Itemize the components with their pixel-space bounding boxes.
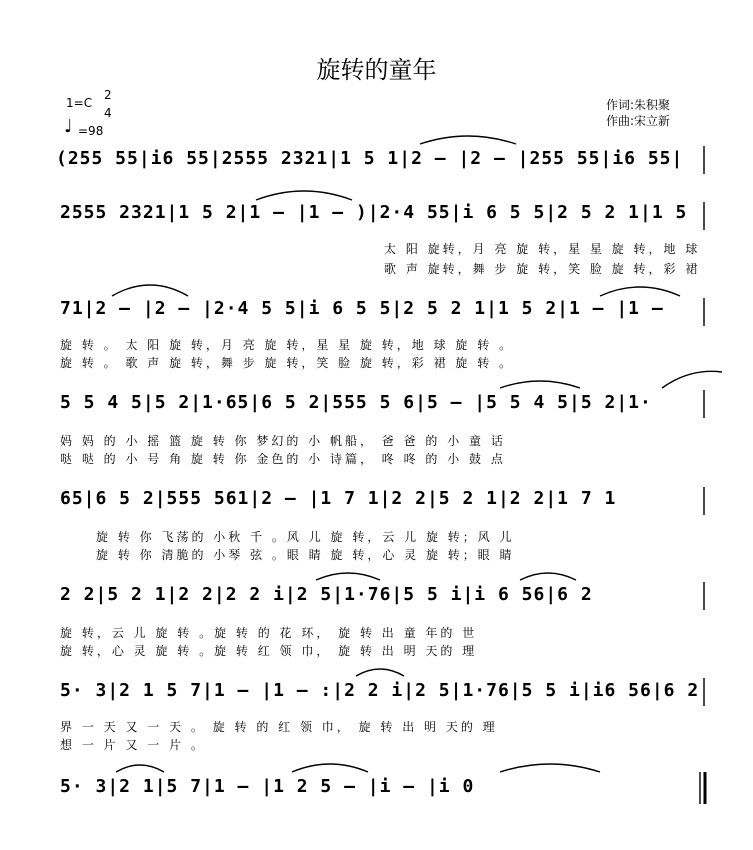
- page-title: 旋转的童年: [316, 56, 437, 84]
- lyrics-line-7b: 想 一 片 又 一 片 。: [60, 738, 206, 752]
- lyrics-line-7a: 界 一 天 又 一 天 。 旋 转 的 红 领 巾， 旋 转 出 明 天的 理: [60, 720, 498, 734]
- lyrics-line-3b: 旋 转 。 歌 声 旋 转，舞 步 旋 转，笑 脸 旋 转，彩 裙 旋 转 。: [60, 356, 515, 370]
- key-signature: 1=C: [66, 96, 93, 110]
- notation-line-1: (255 55|i6 55|2555 2321|1 5 1|2 – |2 – |255 55|i6 55|: [56, 148, 684, 169]
- lyrics-line-5b: 旋 转 你 清脆的 小琴 弦 。眼 睛 旋 转，心 灵 旋 转；眼 睛: [96, 548, 515, 562]
- lyrics-line-2a: 太 阳 旋转，月 亮 旋 转，星 星 旋 转，地 球: [384, 242, 701, 256]
- notation-line-2: 2555 2321|1 5 2|1 – |1 – )|2·4 55|i 6 5 5|2 5 2 1|1 5: [60, 202, 688, 223]
- notation-line-4: 5 5 4 5|5 2|1·65|6 5 2|555 5 6|5 – |5 5 4 5|5 2|1·: [60, 392, 652, 413]
- tempo: =98: [78, 124, 104, 138]
- notation-line-5: 65|6 5 2|555 561|2 – |1 7 1|2 2|5 2 1|2 2|1 7 1: [60, 488, 617, 509]
- lyrics-line-6a: 旋 转，云 儿 旋 转 。旋 转 的 花 环， 旋 转 出 童 年的 世: [60, 626, 478, 640]
- lyrics-line-5a: 旋 转 你 飞荡的 小秋 千 。风 儿 旋 转，云 儿 旋 转；风 儿: [96, 530, 515, 544]
- notation-line-8: 5· 3|2 1|5 7|1 – |1 2 5 – |i – |i 0: [60, 776, 475, 797]
- notation-line-6: 2 2|5 2 1|2 2|2 2 i|2 5|1·76|5 5 i|i 6 56|6 2: [60, 584, 593, 605]
- lyrics-line-6b: 旋 转，心 灵 旋 转 。旋 转 红 领 巾， 旋 转 出 明 天的 理: [60, 644, 478, 658]
- lyrics-line-3a: 旋 转 。 太 阳 旋 转，月 亮 旋 转，星 星 旋 转，地 球 旋 转 。: [60, 338, 515, 352]
- time-signature-bottom: 4: [104, 106, 112, 120]
- lyrics-line-4a: 妈 妈 的 小 摇 篮 旋 转 你 梦幻的 小 帆船， 爸 爸 的 小 童 话: [60, 434, 506, 448]
- lyrics-line-2b: 歌 声 旋转，舞 步 旋 转，笑 脸 旋 转，彩 裙: [384, 262, 701, 276]
- notation-line-3: 71|2 – |2 – |2·4 5 5|i 6 5 5|2 5 2 1|1 5 2|1 – |1 –: [60, 298, 664, 319]
- notation-line-7: 5· 3|2 1 5 7|1 – |1 – :|2 2 i|2 5|1·76|5 5 i|i6 56|6 2: [60, 680, 700, 701]
- lyrics-line-4b: 哒 哒 的 小 号 角 旋 转 你 金色的 小 诗篇， 咚 咚 的 小 鼓 点: [60, 452, 506, 466]
- composer: 作曲:宋立新: [606, 114, 671, 128]
- lyricist: 作词:朱积聚: [606, 98, 671, 112]
- time-signature-top: 2: [104, 88, 112, 102]
- quarter-note-icon: ♩: [64, 116, 73, 137]
